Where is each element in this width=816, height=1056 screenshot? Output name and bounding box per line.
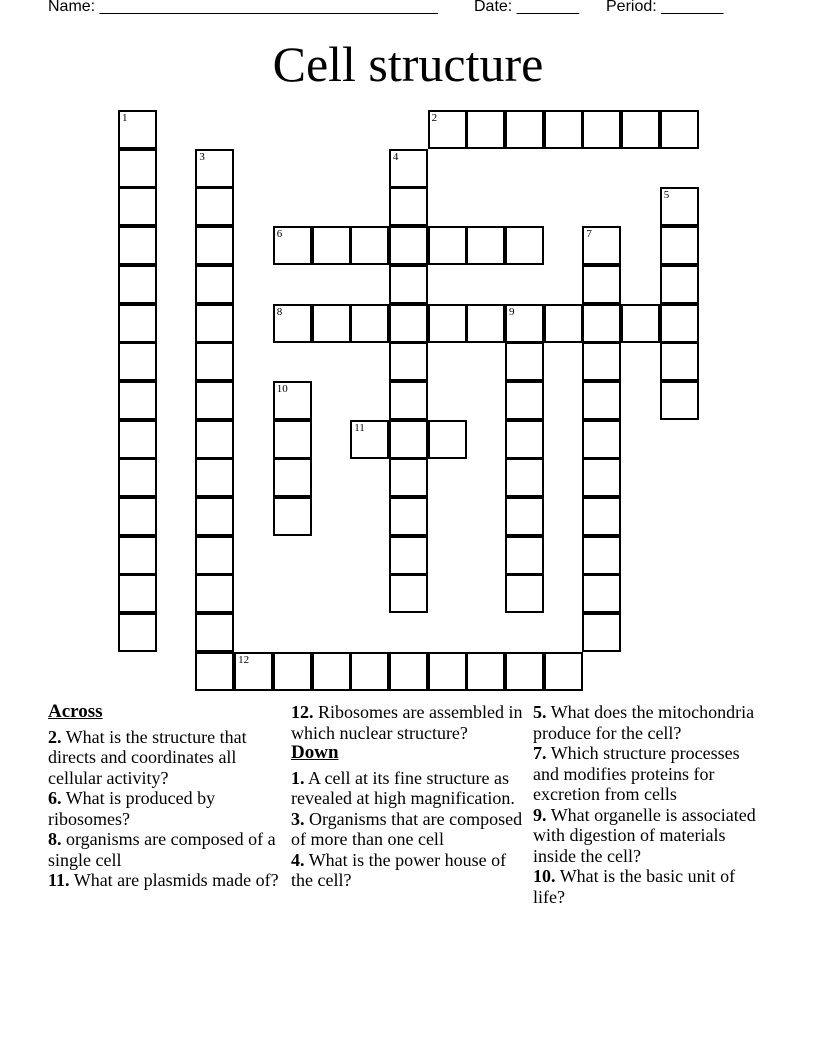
clues [48,702,778,962]
grid-cell[interactable] [195,536,234,575]
grid-cell[interactable] [389,574,428,613]
grid-cell[interactable] [118,304,157,343]
grid-cell[interactable] [195,652,234,691]
clue-down-3: 3. Organisms that are composed of more than one cell [291,808,523,849]
clue-across-8: 8. organisms are composed of a single cell [48,829,276,870]
grid-cell[interactable] [273,652,312,691]
grid-cell[interactable] [660,265,699,304]
grid-cell[interactable] [273,458,312,497]
grid-cell[interactable] [621,110,660,149]
grid-cell[interactable] [273,420,312,459]
grid-cell[interactable] [195,265,234,304]
grid-cell[interactable] [389,381,428,420]
clue-down-7: 7. Which structure processes and modifies proteins for excretion from cells [533,743,740,804]
grid-cell[interactable] [118,110,157,149]
clue-down-1: 1. A cell at its fine structure as revealed at high magnification. [291,767,515,808]
grid-cell[interactable] [350,652,389,691]
grid-cell[interactable] [195,420,234,459]
grid-cell[interactable] [118,497,157,536]
grid-cell[interactable] [389,652,428,691]
grid-cell[interactable] [350,420,389,459]
across-heading: Across [48,701,103,722]
grid-cell[interactable] [389,304,428,343]
grid-cell[interactable] [660,304,699,343]
grid-cell[interactable] [389,536,428,575]
grid-cell[interactable] [621,304,660,343]
grid-cell[interactable] [505,458,544,497]
grid-cell[interactable] [582,110,621,149]
clue-down-4: 4. What is the power house of the cell? [291,849,507,890]
grid-cell[interactable] [505,574,544,613]
grid-cell[interactable] [428,652,467,691]
grid-cell[interactable] [389,149,428,188]
clue-across-11: 11. What are plasmids made of? [48,870,279,890]
grid-cell[interactable] [195,458,234,497]
grid-cell[interactable] [582,420,621,459]
grid-cell[interactable] [195,342,234,381]
grid-cell[interactable] [428,110,467,149]
grid-cell[interactable] [195,613,234,652]
grid-cell[interactable] [582,381,621,420]
grid-cell[interactable] [505,304,544,343]
grid-cell[interactable] [582,342,621,381]
cell-number: 2 [431,112,438,124]
grid-cell[interactable] [544,652,583,691]
grid-cell[interactable] [466,110,505,149]
name-field[interactable]: Name: ______________________________________ [48,0,438,15]
grid-cell[interactable] [389,265,428,304]
grid-cell[interactable] [195,226,234,265]
grid-cell[interactable] [505,536,544,575]
grid-cell[interactable] [582,226,621,265]
grid-cell[interactable] [195,187,234,226]
clue-across-12: 12. Ribosomes are assembled in which nuclear structure? [291,702,523,743]
grid-cell[interactable] [118,574,157,613]
grid-cell[interactable] [389,420,428,459]
grid-cell[interactable] [118,536,157,575]
grid-cell[interactable] [273,497,312,536]
grid-cell[interactable] [389,342,428,381]
grid-cell[interactable] [273,381,312,420]
clue-down-5: 5. What does the mitochondria produce for the cell? [533,702,755,743]
grid-cell[interactable] [582,458,621,497]
cell-number: 11 [354,421,365,434]
grid-cell[interactable] [118,381,157,420]
grid-cell[interactable] [582,304,621,343]
cell-number: 1 [122,112,128,124]
grid-cell[interactable] [118,265,157,304]
grid-cell[interactable] [350,304,389,343]
grid-cell[interactable] [505,381,544,420]
grid-cell[interactable] [195,574,234,613]
grid-cell[interactable] [505,497,544,536]
grid-cell[interactable] [544,304,583,343]
cell-number: 6 [276,228,283,241]
clue-column-2 [291,702,527,891]
grid-cell[interactable] [505,226,544,265]
grid-cell[interactable] [350,226,389,265]
grid-cell[interactable] [118,187,157,226]
down-heading: Down [291,742,339,763]
grid-cell[interactable] [505,420,544,459]
grid-cell[interactable] [118,420,157,459]
grid-cell[interactable] [389,458,428,497]
cell-number: 7 [586,228,592,241]
grid-cell[interactable] [195,304,234,343]
cell-number: 5 [663,189,670,202]
grid-cell[interactable] [466,304,505,343]
grid-cell[interactable] [660,342,699,381]
clue-column-3 [533,702,769,907]
cell-number: 3 [199,150,205,163]
grid-cell[interactable] [660,381,699,420]
grid-cell[interactable] [428,304,467,343]
grid-cell[interactable] [312,304,351,343]
grid-cell[interactable] [660,110,699,149]
grid-cell[interactable] [312,226,351,265]
grid-cell[interactable] [234,652,273,691]
grid-cell[interactable] [582,574,621,613]
grid-cell[interactable] [389,226,428,265]
grid-cell[interactable] [505,342,544,381]
grid-cell[interactable] [118,613,157,652]
clue-down-10: 10. What is the basic unit of life? [533,866,736,907]
grid-cell[interactable] [195,497,234,536]
grid-cell[interactable] [195,381,234,420]
grid-cell[interactable] [428,226,467,265]
clue-down-9: 9. What organelle is associated with digestion of materials inside the cell? [533,804,756,866]
grid-cell[interactable] [118,458,157,497]
grid-cell[interactable] [273,304,312,343]
grid-cell[interactable] [273,226,312,265]
grid-cell[interactable] [466,226,505,265]
clue-column-1 [48,702,284,891]
grid-cell[interactable] [428,420,467,459]
grid-cell[interactable] [582,613,621,652]
cell-number: 8 [276,305,283,318]
grid-cell[interactable] [389,497,428,536]
grid-cell[interactable] [582,497,621,536]
grid-cell[interactable] [118,342,157,381]
grid-cell[interactable] [466,652,505,691]
page-title: Cell structure [272,36,544,92]
cell-number: 12 [238,653,250,666]
clue-across-2: 2. What is the structure that directs and coordinates all cellular activity? [48,726,247,788]
cell-number: 9 [509,305,515,318]
cell-number: 4 [392,150,399,163]
grid-cell[interactable] [118,149,157,188]
grid-cell[interactable] [544,110,583,149]
grid-cell[interactable] [660,187,699,226]
grid-cell[interactable] [505,110,544,149]
grid-cell[interactable] [660,226,699,265]
grid-cell[interactable] [505,652,544,691]
grid-cell[interactable] [195,149,234,188]
grid-cell[interactable] [389,187,428,226]
period-field[interactable]: Period: _______ [606,0,724,15]
grid-cell[interactable] [582,265,621,304]
clue-across-6: 6. What is produced by ribosomes? [48,788,216,829]
cell-number: 10 [276,382,288,395]
date-field[interactable]: Date: _______ [474,0,579,15]
grid-cell[interactable] [582,536,621,575]
grid-cell[interactable] [118,226,157,265]
grid-cell[interactable] [312,652,351,691]
